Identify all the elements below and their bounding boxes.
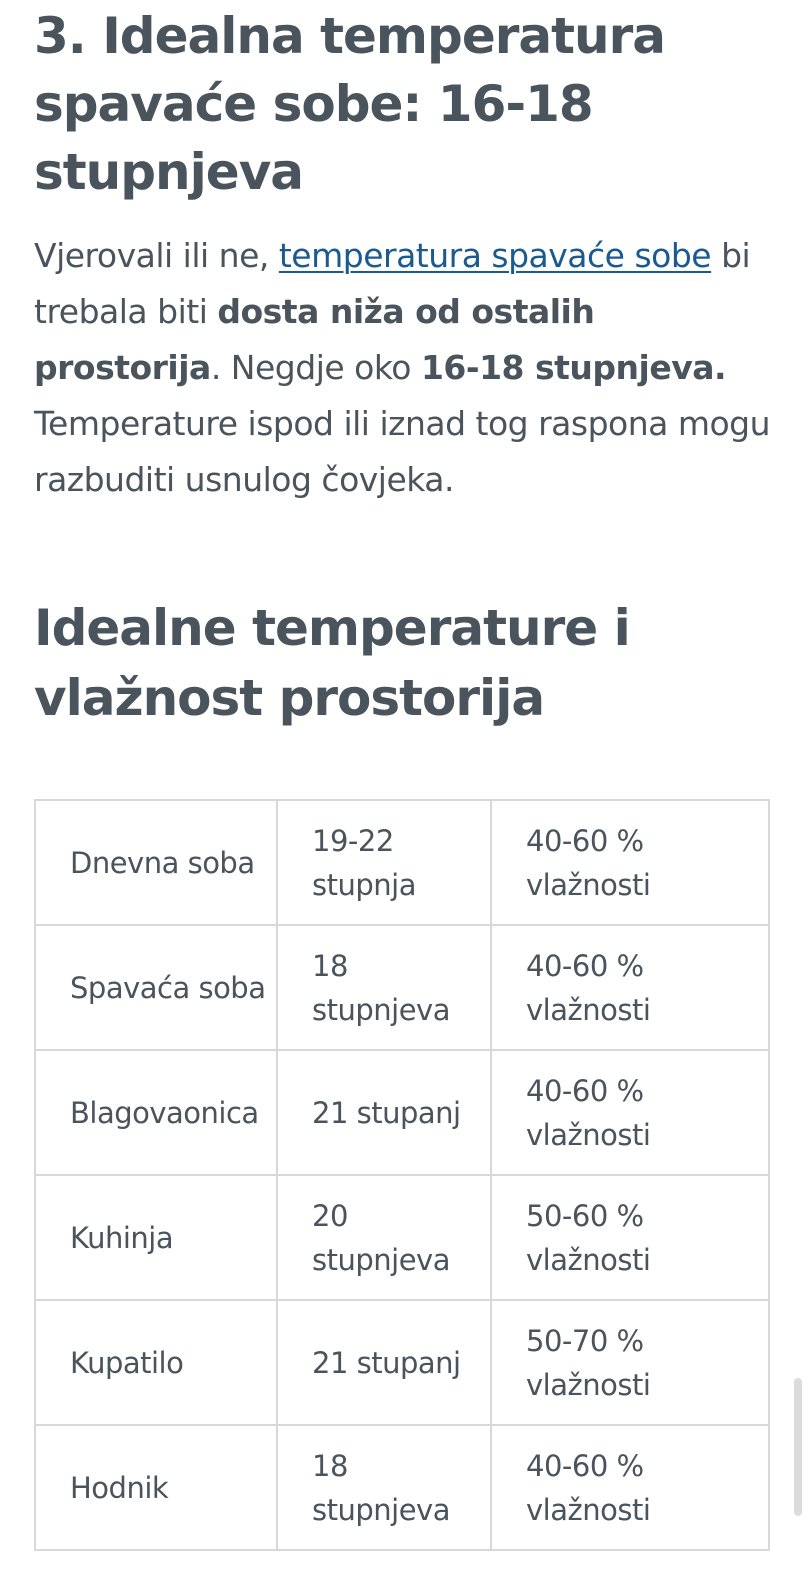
temperature-cell: 20 stupnjeva (277, 1175, 491, 1300)
intro-text: . Negdje oko (210, 348, 421, 387)
table-row (35, 800, 769, 925)
room-name-cell: Dnevna soba (35, 800, 277, 925)
room-name-cell: Kupatilo (35, 1300, 277, 1425)
section-heading: 3. Idealna temperatura spavaće sobe: 16-18 stupnjeva (34, 7, 666, 201)
humidity-cell: 40-60 % vlažnosti (491, 925, 769, 1050)
table-row (35, 1425, 769, 1550)
room-name-cell: Hodnik (35, 1425, 277, 1550)
table-row (35, 1175, 769, 1300)
intro-bold-text: 16-18 stupnjeva. (420, 348, 727, 387)
intro-paragraph (34, 228, 774, 508)
bedroom-temperature-link[interactable]: temperatura spavaće sobe (278, 236, 712, 275)
table-heading: Idealne temperature i vlažnost prostorija (34, 599, 630, 727)
article-content (34, 0, 774, 733)
intro-text: Temperature ispod ili iznad tog raspona mogu razbuditi usnulog čovjeka. (34, 404, 771, 499)
room-name-cell: Spavaća soba (35, 925, 277, 1050)
temperature-cell: 21 stupanj (277, 1050, 491, 1175)
table-row (35, 925, 769, 1050)
humidity-cell: 50-70 % vlažnosti (491, 1300, 769, 1425)
table-row (35, 1050, 769, 1175)
table-row (35, 1300, 769, 1425)
humidity-cell: 50-60 % vlažnosti (491, 1175, 769, 1300)
scrollbar-thumb[interactable] (794, 1378, 802, 1516)
intro-text: Vjerovali ili ne, (34, 236, 279, 275)
temperature-cell: 18 stupnjeva (277, 1425, 491, 1550)
room-name-cell: Blagovaonica (35, 1050, 277, 1175)
temperature-cell: 21 stupanj (277, 1300, 491, 1425)
humidity-cell: 40-60 % vlažnosti (491, 1425, 769, 1550)
temperature-cell: 19-22 stupnja (277, 800, 491, 925)
humidity-cell: 40-60 % vlažnosti (491, 1050, 769, 1175)
intro-bold-text: dosta niža od ostalih prostorija (34, 292, 595, 387)
temperature-humidity-table (34, 799, 770, 1551)
intro-text: bi trebala biti (34, 236, 751, 331)
humidity-cell: 40-60 % vlažnosti (491, 800, 769, 925)
room-name-cell: Kuhinja (35, 1175, 277, 1300)
temperature-cell: 18 stupnjeva (277, 925, 491, 1050)
